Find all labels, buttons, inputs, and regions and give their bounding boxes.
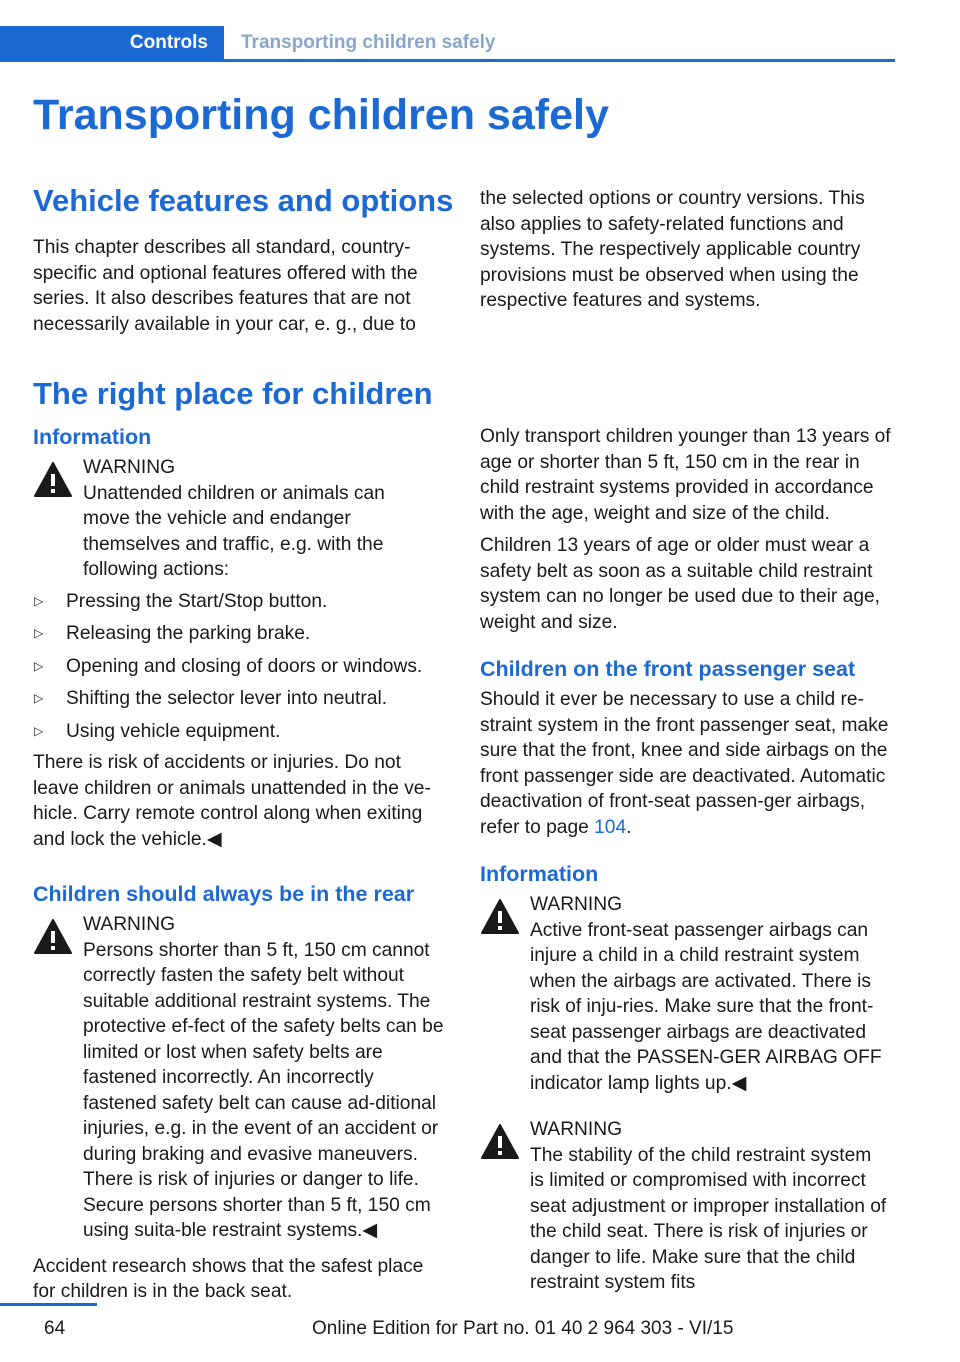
warning-block — [33, 455, 448, 583]
warning-triangle-icon — [33, 461, 73, 498]
information-heading: Information — [33, 425, 152, 449]
warning-first-line: The stability of the child restraint system — [530, 1144, 872, 1166]
list-item: ▷ Releasing the parking brake. — [34, 623, 311, 644]
header-section-tab: Controls — [0, 26, 224, 62]
header-breadcrumb: Transporting children safely — [241, 32, 496, 53]
warning-triangle-icon — [480, 898, 520, 935]
paragraph: Only transport children younger than 13 years of age or shorter than 5 ft, 150 cm in the rear in child restraint systems provided in accordance with the age, weight and size of the child. — [480, 426, 891, 524]
warning-block — [480, 1117, 895, 1296]
warning-block — [33, 912, 448, 1244]
warning-text: correctly fasten the safety belt without suitable additional restraint systems. The protective ef-fect of the safety belts can be limited or lost when safety belts are fastened incorrectly. An incorrectly fastened safety belt can cause ad-ditional injuries, e.g. in the event of an accident or during braking and evasive maneuvers. There is risk of injuries or danger to life. Secure persons shorter than 5 ft, 150 cm using suita-ble restraint systems.◀ — [83, 965, 444, 1241]
list-item: ▷ Pressing the Start/Stop button. — [34, 590, 328, 612]
warning-first-line: Unattended children or animals can — [83, 482, 385, 504]
actions-list — [33, 589, 448, 745]
bullet-triangle-icon: ▷ — [34, 626, 44, 640]
warning-label: WARNING — [83, 457, 176, 478]
footer-rule — [0, 1303, 97, 1306]
front-passenger-heading: Children on the front passenger seat — [480, 657, 856, 681]
paragraph: Accident research shows that the safest place for children is in the back seat. — [33, 1255, 424, 1302]
bullet-triangle-icon: ▷ — [34, 658, 44, 673]
warning-label: WARNING — [530, 894, 623, 915]
page-title: Transporting children safely — [33, 91, 609, 139]
warning-text: is limited or compromised with incorrect seat adjustment or improper installation of the child seat. There is risk of injuries or danger to life. Make sure that the child restraint system fits — [530, 1170, 887, 1293]
vehicle-features-text-right — [480, 186, 895, 314]
paragraph: the selected options or country versions. This also applies to safety-related functions and systems. The respectively applicable country provisions must be observed when using the respective features and systems. — [480, 188, 865, 311]
warning-text: injure a child in a child restraint system when the airbags are activated. There is risk of inju-ries. Make sure that the front-seat passenger airbags are deactivated and that the PASSEN-GER AIRBAG OFF indicator lamp lights up.◀ — [530, 945, 882, 1094]
paragraph: Children 13 years of age or older must wear a safety belt as soon as a suitable child restraint system can no longer be used due to their age, weight and size. — [480, 535, 880, 633]
rear-heading: Children should always be in the rear — [33, 882, 415, 906]
right-column — [480, 424, 895, 1296]
warning-label: WARNING — [83, 914, 176, 935]
warning-text: move the vehicle and endanger themselves and traffic, e.g. with the following actions: — [83, 508, 384, 580]
vehicle-features-text-left — [33, 235, 448, 337]
bullet-triangle-icon: ▷ — [34, 593, 44, 608]
section-heading-vehicle-features: Vehicle features and options — [33, 183, 454, 218]
information-heading: Information — [480, 862, 599, 886]
warning-first-line: Persons shorter than 5 ft, 150 cm cannot — [83, 939, 430, 961]
warning-triangle-icon — [33, 918, 73, 955]
warning-first-line: Active front-seat passenger airbags can — [530, 919, 869, 941]
list-item: ▷ Using vehicle equipment. — [34, 720, 281, 742]
online-edition-note: Online Edition for Part no. 01 40 2 964 303 - VI/15 — [312, 1318, 734, 1339]
warning-triangle-icon — [480, 1123, 520, 1160]
page-number: 64 — [44, 1318, 66, 1339]
left-column — [33, 423, 448, 1305]
page-reference-link[interactable]: 104 — [594, 816, 627, 838]
page-header — [0, 26, 895, 62]
paragraph: This chapter describes all standard, country-specific and optional features offered with the series. It also describes features that are not necessarily available in your car, e. g., due to — [33, 237, 418, 335]
paragraph: Should it ever be necessary to use a child re-straint system in the front passenger seat, make sure that the front, knee and side airbags on the front passenger side are deactivated. Automatic deactivation of front-seat passen-ger airbags, refer to page 104. — [480, 689, 889, 838]
list-item: ▷ Opening and closing of doors or windows. — [34, 655, 423, 677]
warning-block — [480, 892, 895, 1096]
section-heading-right-place: The right place for children — [33, 376, 433, 411]
warning-label: WARNING — [530, 1119, 623, 1140]
bullet-triangle-icon: ▷ — [34, 691, 44, 705]
paragraph: There is risk of accidents or injuries. Do not leave children or animals unattended in the ve-hicle. Carry remote control along when exiting and lock the vehicle.◀ — [33, 752, 431, 850]
bullet-triangle-icon: ▷ — [34, 723, 44, 738]
list-item: ▷ Shifting the selector lever into neutral. — [34, 688, 388, 709]
